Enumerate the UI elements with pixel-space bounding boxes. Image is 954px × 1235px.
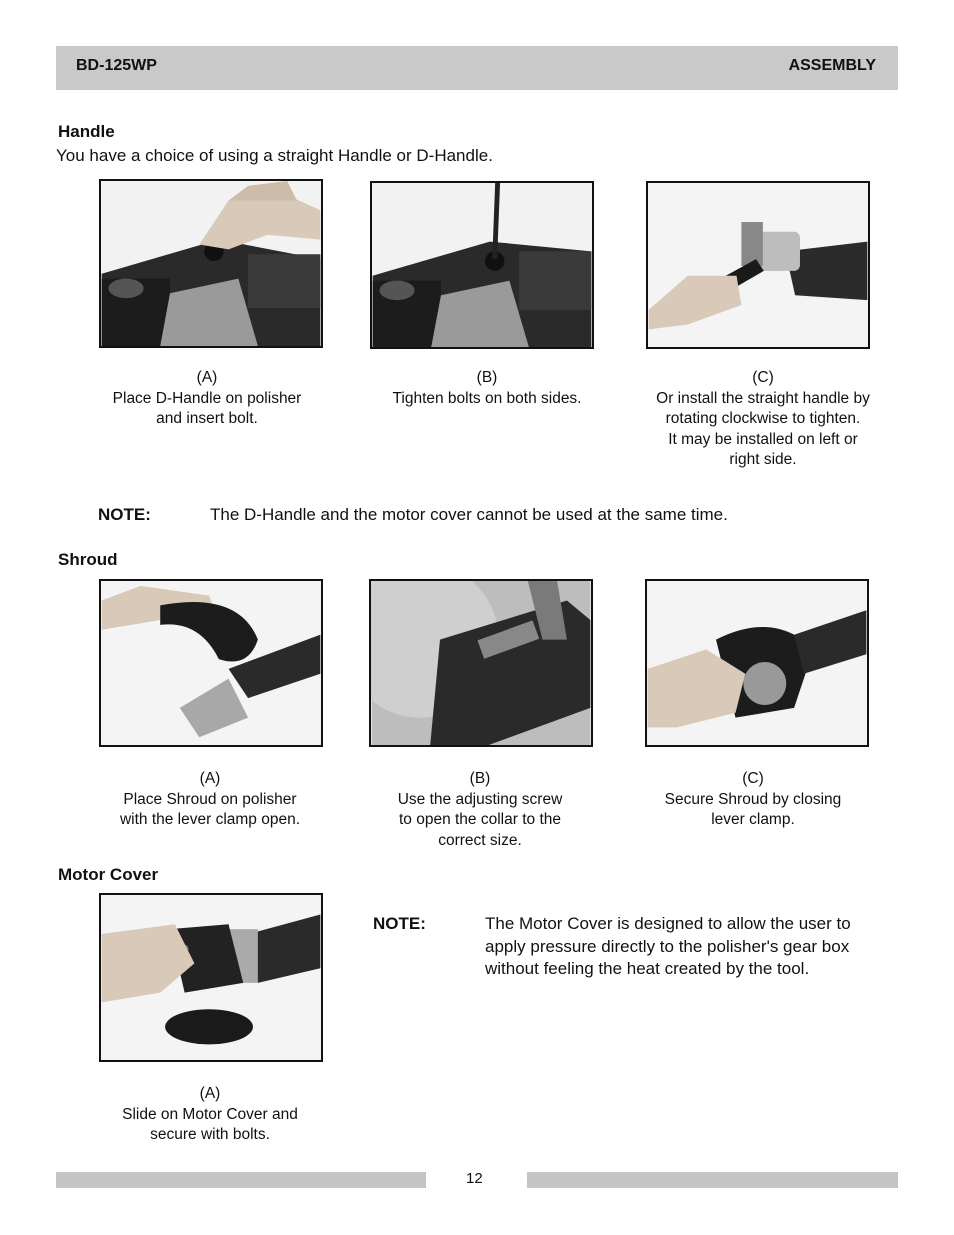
handle-note-label: NOTE:	[98, 505, 151, 524]
footer-bar-left	[56, 1172, 426, 1188]
caption-line: Place D-Handle on polisher	[112, 389, 302, 407]
handle-photo-c	[646, 181, 870, 349]
caption-line: Slide on Motor Cover and	[122, 1105, 298, 1123]
handle-note-text: The D-Handle and the motor cover cannot be used at the same time.	[210, 505, 728, 524]
motor-cover-photo	[99, 893, 323, 1062]
note-line: The Motor Cover is designed to allow the user to	[485, 914, 851, 933]
handle-photo-b	[370, 181, 594, 349]
shroud-caption-c	[633, 769, 873, 831]
caption-letter: (C)	[752, 369, 774, 386]
motor-cover-note-text	[485, 913, 851, 981]
caption-line: Secure Shroud by closing	[664, 790, 842, 808]
caption-line: rotating clockwise to tighten.	[665, 410, 861, 427]
caption-line: Use the adjusting screw	[397, 790, 563, 808]
caption-letter: (B)	[469, 770, 491, 787]
shroud-photo-a	[99, 579, 323, 747]
caption-line: It may be installed on left or	[668, 430, 858, 448]
motor-cover-photo-icon	[101, 895, 321, 1060]
caption-line: correct size.	[438, 831, 522, 849]
caption-line: Place Shroud on polisher	[123, 790, 297, 808]
handle-intro: You have a choice of using a straight Handle or D-Handle.	[56, 146, 493, 165]
shroud-photo-b	[369, 579, 593, 747]
lever-clamp-photo-icon	[647, 581, 867, 745]
note-line: apply pressure directly to the polisher's gear box	[485, 936, 850, 956]
caption-letter: (A)	[196, 369, 218, 386]
section-label: ASSEMBLY	[788, 57, 876, 74]
caption-line: to open the collar to the	[398, 811, 561, 828]
shroud-photo-c	[645, 579, 869, 747]
d-handle-bolt-photo-icon	[101, 181, 321, 346]
shroud-caption-b	[360, 769, 600, 851]
caption-line: Or install the straight handle by	[656, 389, 870, 407]
caption-line: Tighten bolts on both sides.	[392, 389, 582, 407]
shroud-caption-a	[90, 769, 330, 831]
caption-letter: (B)	[476, 369, 498, 386]
shroud-section-title: Shroud	[58, 550, 118, 569]
motor-cover-section-title: Motor Cover	[58, 865, 159, 884]
handle-photo-a	[99, 179, 323, 348]
handle-caption-a	[87, 368, 327, 430]
screwdriver-tighten-photo-icon	[372, 183, 592, 347]
caption-line: and insert bolt.	[156, 410, 258, 427]
caption-line: secure with bolts.	[150, 1126, 270, 1143]
handle-caption-c	[643, 368, 883, 471]
adjusting-screw-photo-icon	[371, 581, 591, 745]
page-number: 12	[466, 1170, 483, 1187]
model-label: BD-125WP	[76, 57, 157, 74]
caption-letter: (C)	[742, 770, 764, 787]
caption-line: with the lever clamp open.	[119, 811, 301, 828]
footer-bar-right	[527, 1172, 898, 1188]
handle-caption-b	[367, 368, 607, 409]
note-line: without feeling the heat created by the tool.	[485, 959, 810, 978]
caption-line: lever clamp.	[711, 811, 795, 828]
shroud-placement-photo-icon	[101, 581, 321, 745]
caption-line: right side.	[729, 451, 797, 468]
handle-section-title: Handle	[58, 122, 115, 141]
motor-cover-caption	[90, 1084, 330, 1146]
caption-letter: (A)	[199, 770, 221, 787]
straight-handle-photo-icon	[648, 183, 868, 347]
caption-letter: (A)	[199, 1085, 221, 1102]
header-bar	[56, 46, 898, 90]
motor-cover-note-label: NOTE:	[373, 914, 426, 933]
